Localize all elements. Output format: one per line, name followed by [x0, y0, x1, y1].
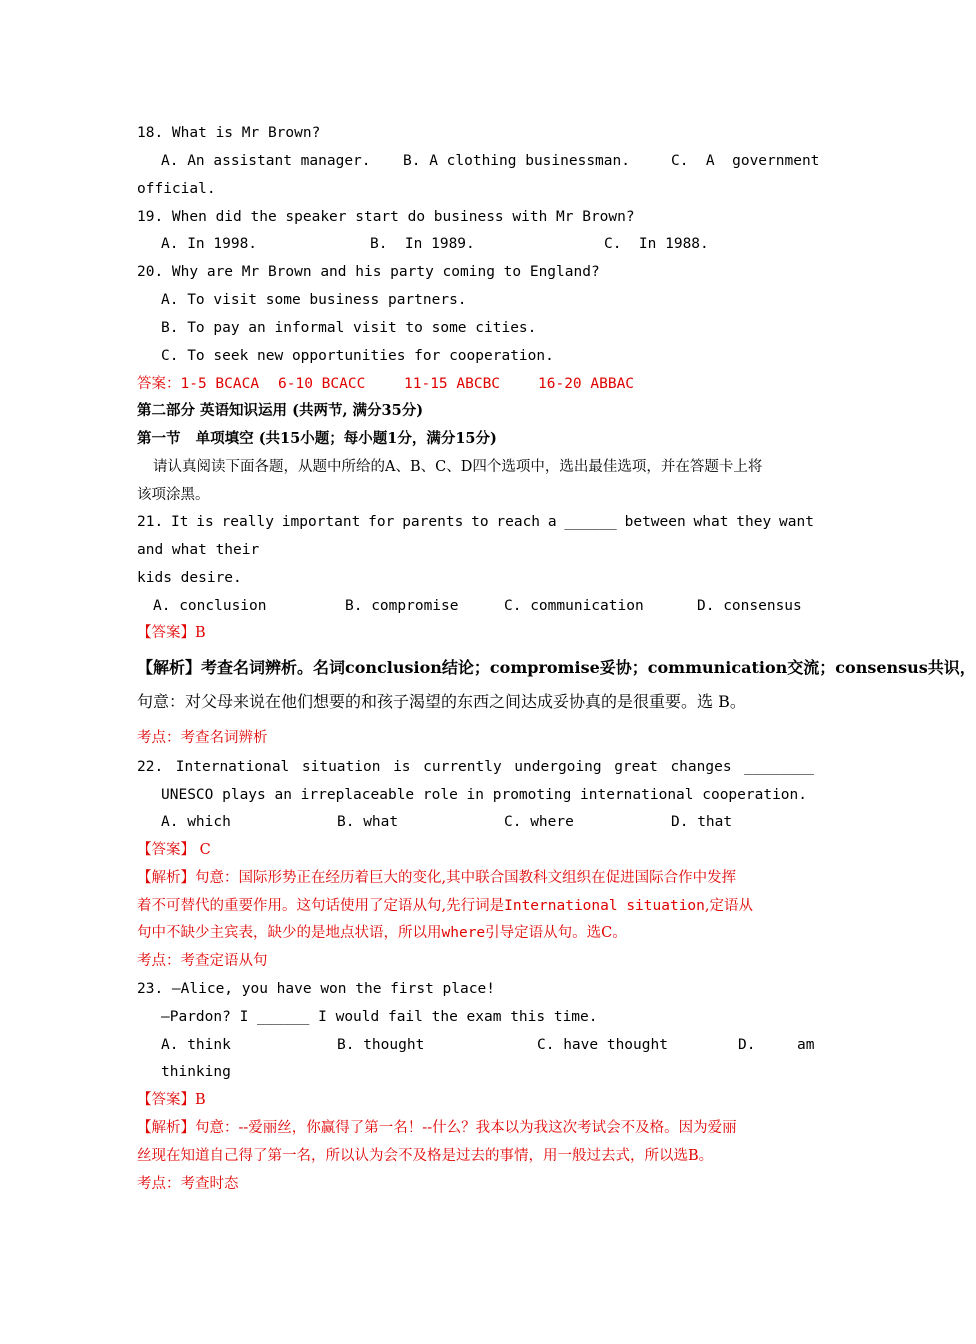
q21-analysis-text: 交流；	[787, 658, 836, 677]
q18-option-c: C. A government	[671, 153, 820, 169]
q19-question: 19. When did the speaker start do business with Mr Brown?	[137, 209, 635, 225]
q21-analysis-line1	[137, 658, 976, 678]
q19-option-a: A. In 1998.	[161, 236, 258, 252]
q21-word: important	[281, 514, 361, 530]
q22-blank: ________	[744, 759, 814, 775]
q21-stem-line3: kids desire.	[137, 570, 242, 586]
q18-option-a: A. An assistant manager.	[161, 153, 371, 169]
q22-word: undergoing	[514, 759, 602, 775]
q23-point: 考点：考查时态	[137, 1176, 239, 1192]
q21-point: 考点：考查名词辨析	[137, 730, 268, 746]
q23-option-d-word: am	[797, 1037, 815, 1053]
q22-answer: 【答案】 C	[137, 842, 211, 858]
q21-word: what	[693, 514, 729, 530]
q21-word: for	[368, 514, 395, 530]
q23-option-d-wrap: thinking	[161, 1064, 231, 1080]
part2-heading: 第二部分 英语知识运用 (共两节, 满分35分)	[137, 402, 424, 419]
q22-word: situation	[301, 759, 381, 775]
q22-option-d: D. that	[671, 814, 733, 830]
q21-analysis-text: compromise	[489, 658, 600, 677]
q21-option-d: D. consensus	[697, 598, 802, 614]
q21-stem-line2: and what their	[137, 542, 260, 558]
q22-analysis-text: 着不可替代的重要作用。这句话使用了定语从句,先行词是	[137, 898, 505, 914]
q18-option-c-wrap: official.	[137, 181, 216, 197]
q21-word: parents	[402, 514, 464, 530]
q22-option-a: A. which	[161, 814, 231, 830]
q22-option-c: C. where	[504, 814, 574, 830]
q22-word: currently	[423, 759, 502, 775]
q21-word: a	[547, 514, 557, 530]
q21-analysis-text: communication	[647, 658, 788, 677]
q21-blank: ______	[564, 514, 617, 530]
q22-analysis-term: where	[441, 925, 486, 941]
q23-option-a: A. think	[161, 1037, 231, 1053]
q22-word: changes	[670, 759, 732, 775]
q19-option-c: C. In 1988.	[604, 236, 709, 252]
q23-analysis-line2: 丝现在知道自己得了第一名，所以认为会不及格是过去的事情，用一般过去式，所以选B。	[137, 1148, 714, 1164]
q22-option-b: B. what	[337, 814, 399, 830]
q23-option-d: D.	[738, 1037, 756, 1053]
instruction-line2: 该项涂黑。	[137, 487, 210, 503]
answer-key-1: 答案：1-5 BCACA	[137, 376, 260, 392]
q21-analysis-text: 结论；	[441, 658, 490, 677]
q19-option-b: B. In 1989.	[370, 236, 475, 252]
q20-option-b: B. To pay an informal visit to some cities.	[161, 320, 537, 336]
q21-word: to	[471, 514, 489, 530]
q21-analysis-line2: 句意：对父母来说在他们想要的和孩子渴望的东西之间达成妥协真的是很重要。选 B。	[137, 692, 746, 711]
q23-analysis-line1: 【解析】句意：--爱丽丝，你赢得了第一名！--什么？我本以为我这次考试会不及格。因为爱丽	[137, 1120, 737, 1136]
q22-word: International	[175, 759, 290, 775]
q23-stem-line1: 23. —Alice, you have won the first place!	[137, 981, 495, 997]
q22-analysis-text: ,定语从	[704, 898, 754, 914]
q21-analysis-text: consensus	[835, 658, 928, 677]
q21-stem-line1	[137, 512, 814, 532]
q21-answer: 【答案】B	[137, 625, 206, 641]
q21-word: is	[196, 514, 214, 530]
q22-word: is	[393, 759, 411, 775]
q20-question: 20. Why are Mr Brown and his party coming to England?	[137, 264, 600, 280]
q23-answer: 【答案】B	[137, 1092, 206, 1108]
q21-word: they	[736, 514, 772, 530]
q18-option-b: B. A clothing businessman.	[403, 153, 630, 169]
q21-word: reach	[496, 514, 541, 530]
q21-word: It	[171, 514, 189, 530]
q23-stem-line2: —Pardon? I ______ I would fail the exam this time.	[161, 1009, 598, 1025]
q22-analysis-term: International situation	[504, 898, 705, 914]
q20-option-a: A. To visit some business partners.	[161, 292, 467, 308]
answer-key-2: 6-10 BCACC	[278, 376, 366, 392]
q21-option-c: C. communication	[504, 598, 644, 614]
q21-analysis-text: 【解析】考查名词辨析。名词	[137, 658, 346, 677]
q21-word: between	[624, 514, 686, 530]
q23-option-c: C. have thought	[537, 1037, 668, 1053]
q18-question: 18. What is Mr Brown?	[137, 125, 321, 141]
q21-word: 21.	[137, 514, 164, 530]
q21-analysis-text: 妥协；	[599, 658, 648, 677]
answer-key-3: 11-15 ABCBC	[404, 376, 501, 392]
q21-word: really	[221, 514, 274, 530]
q22-stem-line2: UNESCO plays an irreplaceable role in promoting international cooperation.	[161, 787, 808, 803]
q20-option-c: C. To seek new opportunities for cooperation.	[161, 348, 554, 364]
q22-point: 考点：考查定语从句	[137, 953, 268, 969]
q21-analysis-text: conclusion	[345, 658, 442, 677]
q21-word: want	[779, 514, 814, 530]
q22-analysis-text: 句中不缺少主宾表，缺少的是地点状语，所以用	[137, 925, 442, 941]
q22-analysis-line2	[137, 896, 753, 916]
q21-option-b: B. compromise	[345, 598, 459, 614]
q22-word: 22.	[137, 759, 164, 775]
instruction-line1: 请认真阅读下面各题，从题中所给的A、B、C、D四个选项中，选出最佳选项，并在答题卡上将	[153, 459, 763, 475]
q22-analysis-line3	[137, 923, 627, 943]
q23-option-b: B. thought	[337, 1037, 425, 1053]
section1-heading: 第一节 单项填空 (共15小题；每小题1分，满分15分)	[137, 430, 497, 447]
q21-option-a: A. conclusion	[153, 598, 267, 614]
q21-analysis-text: 共识，	[927, 658, 976, 677]
answer-key-4: 16-20 ABBAC	[538, 376, 635, 392]
q22-analysis-text: 引导定语从句。选C。	[485, 925, 627, 941]
q22-analysis-line1: 【解析】句意：国际形势正在经历着巨大的变化,其中联合国教科文组织在促进国际合作中发挥	[137, 870, 737, 886]
q22-stem-line1	[137, 757, 814, 777]
q22-word: great	[614, 759, 658, 775]
